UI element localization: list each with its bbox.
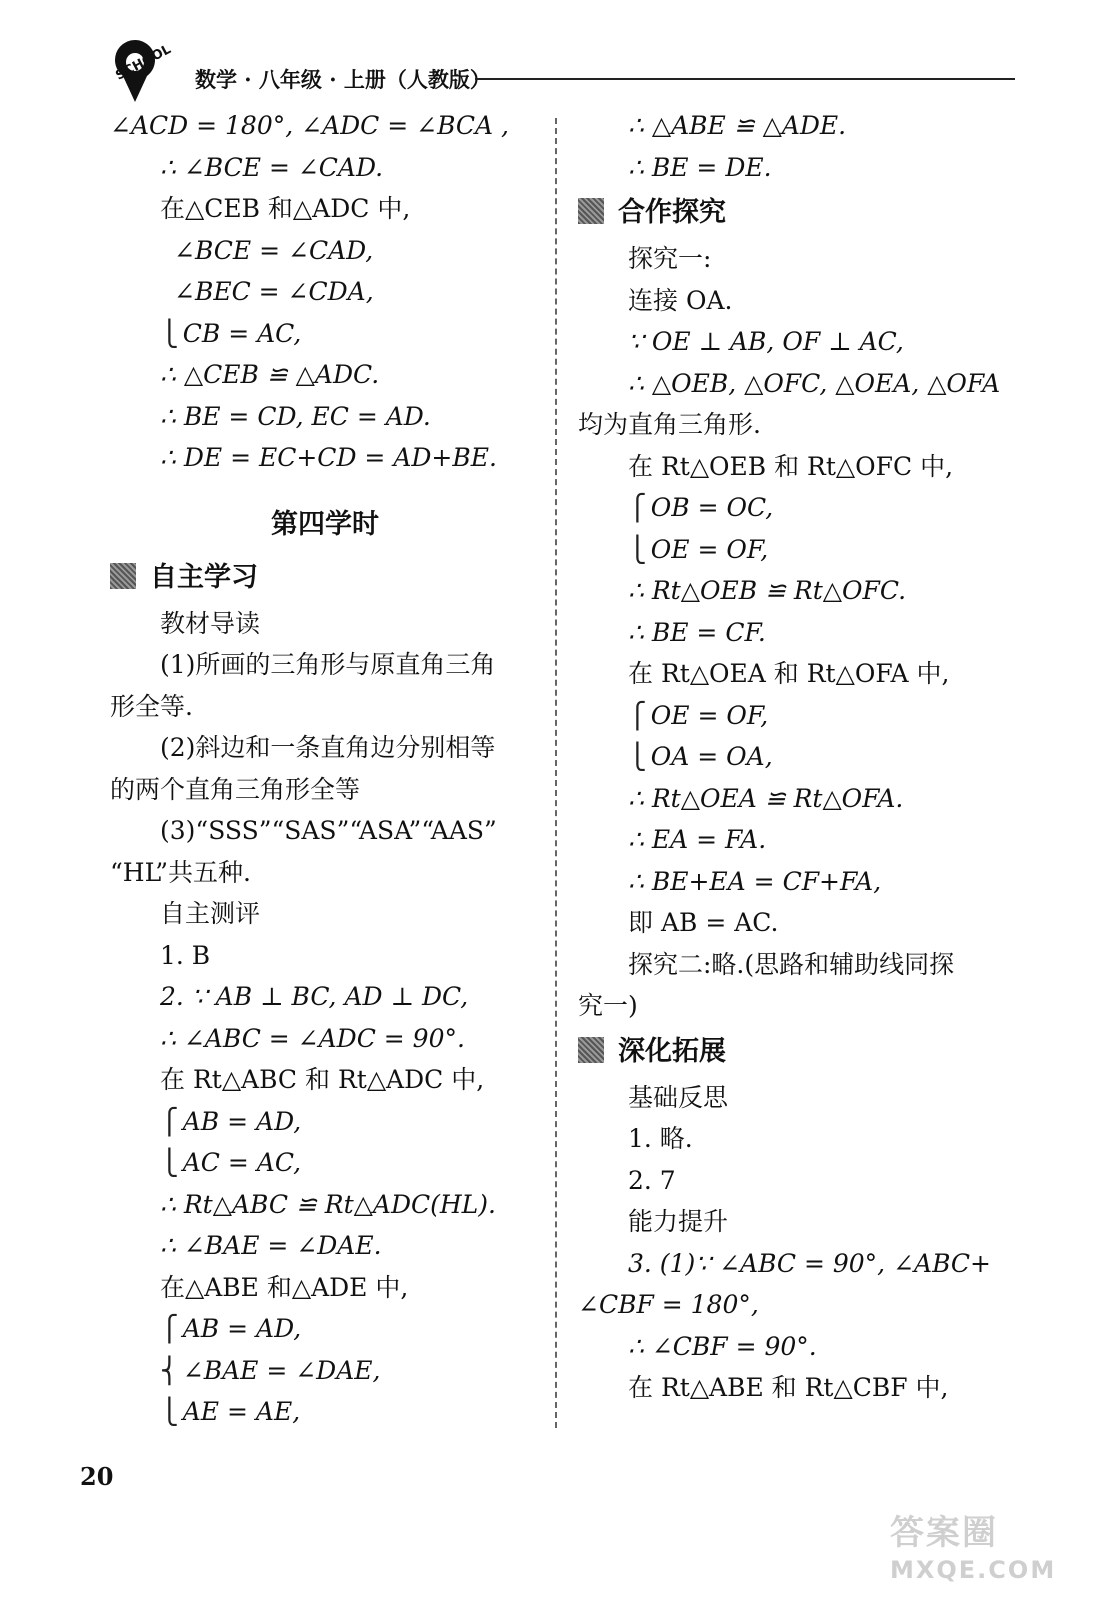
text-line: ⎩ AC = AC, (110, 1142, 540, 1184)
subheading: 能力提升 (628, 1207, 729, 1236)
brace-mark: ⎧ (160, 1314, 179, 1343)
column-divider (555, 118, 557, 1428)
text-line: ⎩ CB = AC, (110, 313, 540, 355)
section-heading: 深化拓展 (578, 1027, 1008, 1077)
text-line: 即 AB = AC. (628, 908, 779, 937)
text-line: 在△ABE 和△ADE 中, (160, 1272, 409, 1302)
text-line: ∴ BE = CF. (628, 617, 766, 647)
text-line: ∠BCE = ∠CAD, (174, 235, 374, 265)
text-line: ∴ Rt△ABC ≌ Rt△ADC(HL). (160, 1189, 496, 1219)
brace-mark: ⎧ (160, 1106, 179, 1136)
right-column (578, 105, 1008, 1409)
brace-mark: ⎩ (628, 534, 647, 564)
text-line: ∴ △CEB ≌ △ADC. (160, 360, 380, 389)
text-line: ⎨ ∠BAE = ∠DAE, (110, 1350, 540, 1392)
text-line: ∴ Rt△OEA ≌ Rt△OFA. (628, 783, 904, 813)
text-line: ∴ ∠BAE = ∠DAE. (160, 1231, 382, 1260)
brace-mark: ⎨ (160, 1355, 179, 1385)
text-line: ⎧ OE = OF, (578, 695, 1008, 737)
brace-mark: ⎧ (628, 700, 647, 730)
section-heading: 自主学习 (110, 553, 540, 603)
text-line: ∵ OE ⊥ AB, OF ⊥ AC, (628, 327, 904, 356)
text-line: ∴ BE = DE. (628, 152, 772, 182)
text-line: (1)所画的三角形与原直角三角 (160, 650, 496, 679)
brace-mark: ⎩ (160, 1148, 179, 1177)
text-line: ⎧ AB = AD, (110, 1308, 540, 1350)
text-line: 在 Rt△OEA 和 Rt△OFA 中, (628, 659, 950, 688)
text-line: ∴ △ABE ≌ △ADE. (628, 111, 847, 140)
text-line: ∴ DE = EC+CD = AD+BE. (160, 443, 497, 472)
text-line: ∴ ∠BCE = ∠CAD. (160, 152, 384, 182)
text-line: ⎩ AE = AE, (110, 1391, 540, 1433)
text-line: ⎧ AB = AD, (110, 1101, 540, 1143)
page-number: 20 (80, 1462, 114, 1491)
text-line: 均为直角三角形. (578, 410, 761, 439)
text-line: 2. 7 (628, 1165, 676, 1195)
subheading: 自主测评 (160, 899, 261, 928)
section-square-icon (578, 198, 604, 224)
header-rule (475, 78, 1015, 80)
text-line: 在 Rt△ABC 和 Rt△ADC 中, (160, 1065, 485, 1094)
text-line: 在 Rt△OEB 和 Rt△OFC 中, (628, 451, 954, 481)
text-line: ∴ ∠CBF = 90°. (628, 1331, 817, 1361)
brace-mark: ⎧ (628, 493, 647, 522)
subheading: 教材导读 (160, 608, 261, 638)
text-line: 形全等. (110, 691, 193, 721)
left-column (110, 105, 540, 1433)
text-line: 连接 OA. (628, 285, 733, 315)
text-line: ⎩ OA = OA, (578, 736, 1008, 778)
school-logo-icon (105, 40, 183, 110)
watermark: 答案圈 MXQE.COM (890, 1513, 1057, 1584)
text-line: 2. ∵ AB ⊥ BC, AD ⊥ DC, (160, 982, 469, 1011)
section-square-icon (578, 1037, 604, 1063)
brace-mark: ⎩ (160, 318, 179, 348)
text-line: 探究一: (628, 244, 712, 273)
text-line: 的两个直角三角形全等 (110, 774, 361, 804)
text-line: ∴ ∠ABC = ∠ADC = 90°. (160, 1023, 465, 1053)
text-line: ∠ACD = 180°, ∠ADC = ∠BCA , (110, 111, 509, 140)
text-line: ∴ EA = FA. (628, 825, 767, 854)
text-line: ∴ △OEB, △OFC, △OEA, △OFA (628, 368, 1001, 398)
text-line: 在 Rt△ABE 和 Rt△CBF 中, (628, 1373, 949, 1402)
text-line: 3. (1)∵ ∠ABC = 90°, ∠ABC+ (628, 1248, 991, 1278)
text-line: (2)斜边和一条直角边分别相等 (160, 733, 496, 762)
text-line: 究一) (578, 991, 638, 1020)
text-line: ⎧ OB = OC, (578, 487, 1008, 529)
brace-mark: ⎩ (628, 742, 647, 771)
section-square-icon (110, 563, 136, 589)
subheading: 基础反思 (628, 1082, 729, 1112)
text-line: “HL”共五种. (110, 857, 251, 887)
text-line: ⎩ OE = OF, (578, 529, 1008, 571)
brace-mark: ⎩ (160, 1397, 179, 1426)
text-line: 1. 略. (628, 1124, 693, 1153)
svg-text:SCHOOL: SCHOOL (113, 42, 174, 84)
header-title: 数学 · 八年级 · 上册（人教版） (195, 67, 491, 92)
text-line: 1. B (160, 940, 211, 970)
text-line: 在△CEB 和△ADC 中, (160, 194, 411, 223)
lesson-heading: 第四学时 (271, 508, 379, 540)
text-line: ∠CBF = 180°, (578, 1290, 759, 1319)
text-line: (3)“SSS”“SAS”“ASA”“AAS” (160, 816, 497, 845)
text-line: 探究二:略.(思路和辅助线同探 (628, 949, 955, 979)
text-line: ∠BEC = ∠CDA, (174, 277, 374, 306)
text-line: ∴ BE+EA = CF+FA, (628, 866, 882, 896)
text-line: ∴ Rt△OEB ≌ Rt△OFC. (628, 576, 907, 605)
text-line: ∴ BE = CD, EC = AD. (160, 401, 431, 431)
section-heading: 合作探究 (578, 188, 1008, 238)
